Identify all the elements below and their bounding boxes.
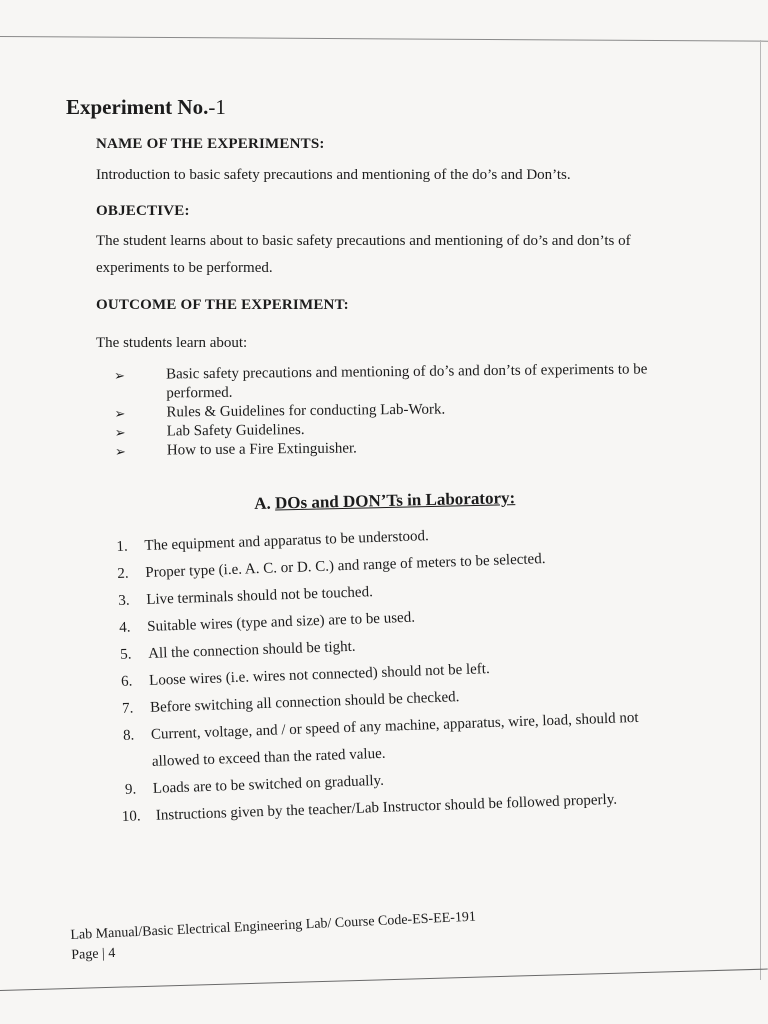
rule-text: All the connection should be tight.	[147, 638, 356, 662]
objective-text-line1: The student learns about to basic safety precautions and mentioning of do’s and don’ts of	[96, 233, 631, 249]
name-text: Introduction to basic safety precautions and mentioning of the do’s and Don’ts.	[96, 167, 571, 183]
experiment-title-prefix: Experiment No.	[66, 95, 209, 119]
bullet-text: Lab Safety Guidelines.	[166, 422, 305, 440]
rule-number: 4.	[119, 619, 131, 636]
rule-text: Suitable wires (type and size) are to be used.	[146, 609, 416, 635]
rule-text: Before switching all connection should be checked.	[149, 689, 460, 716]
dos-donts-title-text: DOs and DON’Ts in Laboratory:	[274, 488, 516, 513]
dos-donts-prefix: A.	[254, 493, 271, 513]
rule-number: 10.	[121, 808, 141, 825]
rule-number: 5.	[119, 646, 132, 663]
bullet-text: How to use a Fire Extinguisher.	[166, 440, 357, 459]
rule-text: Loads are to be switched on gradually.	[152, 772, 385, 797]
rule-text: Current, voltage, and / or speed of any machine, apparatus, wire, load, should not	[150, 709, 639, 743]
rule-number: 9.	[124, 781, 137, 798]
bullet-text-continued: performed.	[166, 384, 233, 402]
rule-text: Instructions given by the teacher/Lab Instructor should be followed properly.	[155, 791, 618, 824]
bullet-text: Rules & Guidelines for conducting Lab-Work.	[166, 401, 446, 421]
footer-page-number: Page | 4	[70, 945, 116, 963]
bullet-item	[114, 360, 694, 404]
rule-text: Proper type (i.e. A. C. or D. C.) and range of meters to be selected.	[145, 551, 546, 581]
objective-text-line2: experiments to be performed.	[96, 260, 273, 276]
arrow-bullet-icon: ➢	[114, 443, 126, 459]
experiment-title	[66, 95, 226, 120]
objective-heading: OBJECTIVE:	[96, 203, 190, 219]
rule-text: Loose wires (i.e. wires not connected) should not be left.	[148, 661, 490, 689]
bullet-text: Basic safety precautions and mentioning of do’s and don’ts of experiments to be	[166, 361, 648, 383]
rule-text-continued: allowed to exceed than the rated value.	[151, 745, 386, 770]
rule-number: 7.	[121, 700, 134, 717]
rule-number: 3.	[118, 592, 130, 609]
experiment-title-number: -1	[208, 95, 226, 119]
arrow-bullet-icon: ➢	[114, 367, 126, 383]
arrow-bullet-icon: ➢	[114, 405, 126, 421]
outcome-intro: The students learn about:	[96, 335, 248, 351]
rule-text: Live terminals should not be touched.	[146, 584, 374, 608]
page-footer	[70, 908, 477, 966]
rule-text: The equipment and apparatus to be understood.	[144, 528, 430, 555]
outcome-bullet-list	[114, 360, 695, 461]
outcome-heading: OUTCOME OF THE EXPERIMENT:	[96, 297, 349, 313]
footer-course-line: Lab Manual/Basic Electrical Engineering Lab/ Course Code-ES-EE-191	[70, 909, 477, 943]
rule-number: 1.	[116, 538, 128, 555]
name-heading: NAME OF THE EXPERIMENTS:	[96, 136, 325, 152]
arrow-bullet-icon: ➢	[114, 424, 126, 440]
rules-list	[116, 514, 706, 831]
rule-number: 2.	[117, 565, 129, 582]
rule-number: 8.	[122, 727, 135, 744]
rule-number: 6.	[120, 673, 133, 690]
dos-donts-title	[254, 488, 515, 514]
